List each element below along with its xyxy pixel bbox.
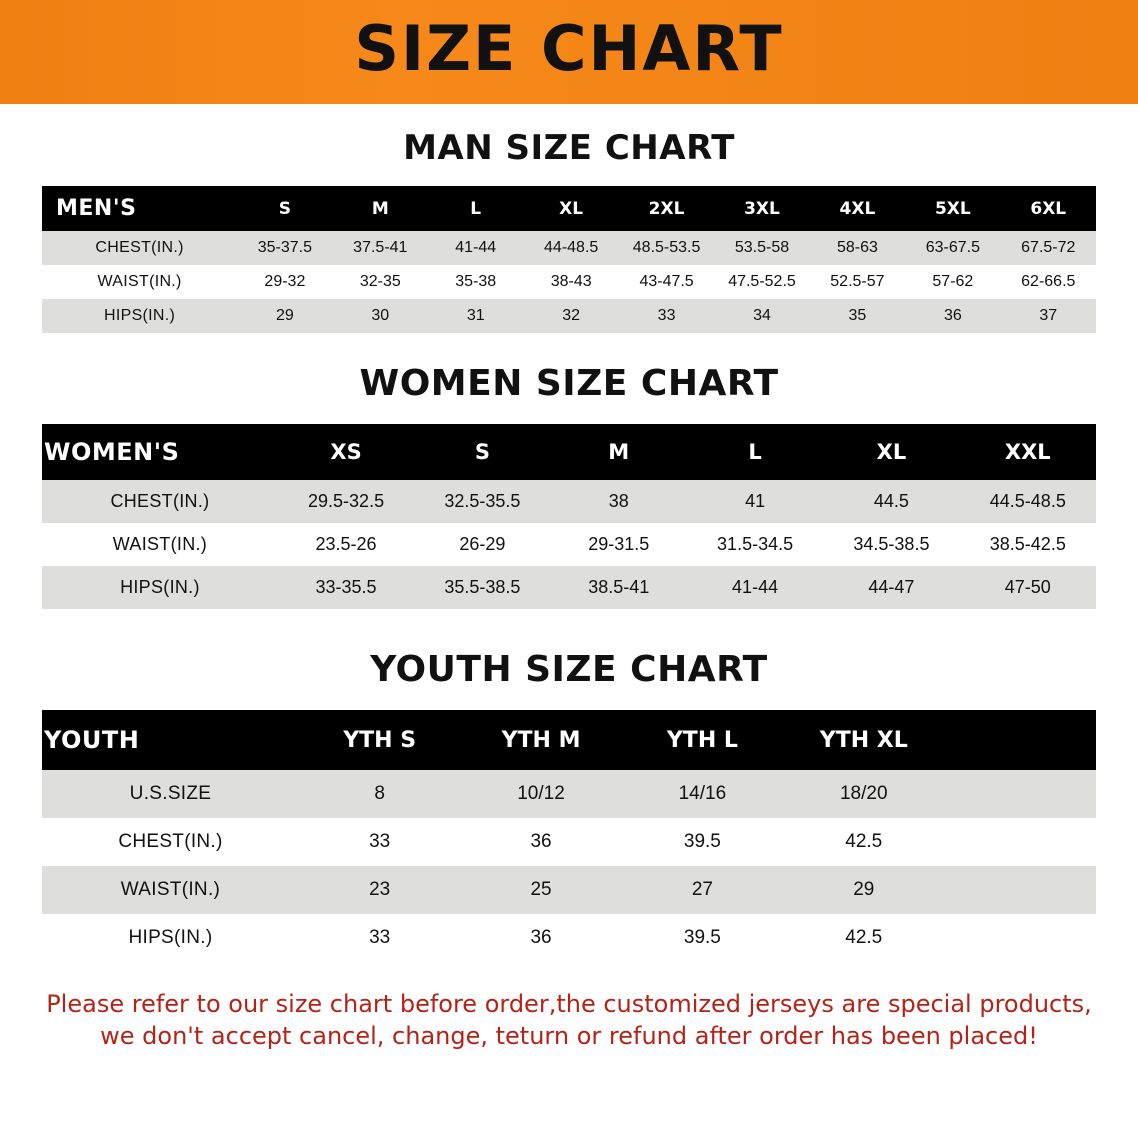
- youth-col-3: YTH XL: [783, 710, 944, 770]
- women-row-header: WOMEN'S: [42, 424, 278, 480]
- youth-table-body: [42, 770, 1096, 962]
- women-r2-c1: 35.5-38.5: [414, 566, 550, 609]
- table-row: [42, 818, 1096, 866]
- women-r2-c4: 44-47: [823, 566, 959, 609]
- man-row-header: MEN'S: [42, 186, 237, 231]
- women-r2-c2: 38.5-41: [551, 566, 687, 609]
- youth-r1-c2: 39.5: [622, 818, 783, 866]
- footer-line-1: Please refer to our size chart before order,the customized jerseys are special products,: [46, 990, 1092, 1018]
- man-col-1: M: [333, 186, 428, 231]
- women-r1-c1: 26-29: [414, 523, 550, 566]
- women-r1-c2: 29-31.5: [551, 523, 687, 566]
- women-row-0-label: CHEST(IN.): [42, 480, 278, 523]
- youth-r2-c2: 27: [622, 866, 783, 914]
- man-r0-c3: 44-48.5: [523, 231, 618, 265]
- man-section-heading: MAN SIZE CHART: [403, 128, 735, 168]
- man-r1-c0: 29-32: [237, 265, 332, 299]
- women-r2-c3: 41-44: [687, 566, 823, 609]
- table-row: [42, 566, 1096, 609]
- table-row: [42, 770, 1096, 818]
- women-size-table: [42, 424, 1096, 609]
- youth-r1-c3: 42.5: [783, 818, 944, 866]
- man-r2-c5: 34: [714, 299, 809, 333]
- women-section-heading: WOMEN SIZE CHART: [359, 363, 779, 404]
- youth-section-heading: YOUTH SIZE CHART: [370, 649, 768, 690]
- man-row-1-label: WAIST(IN.): [42, 265, 237, 299]
- youth-col-0: YTH S: [299, 710, 460, 770]
- man-col-8: 6XL: [1001, 186, 1096, 231]
- women-r2-c5: 47-50: [960, 566, 1096, 609]
- man-table-head: [42, 186, 1096, 231]
- youth-r0-c0: 8: [299, 770, 460, 818]
- youth-row-3-label: HIPS(IN.): [42, 914, 299, 962]
- man-r0-c1: 37.5-41: [333, 231, 428, 265]
- women-r1-c0: 23.5-26: [278, 523, 414, 566]
- man-col-7: 5XL: [905, 186, 1000, 231]
- man-row-0-label: CHEST(IN.): [42, 231, 237, 265]
- youth-size-table: [42, 710, 1096, 962]
- man-r2-c8: 37: [1001, 299, 1096, 333]
- table-row: [42, 480, 1096, 523]
- youth-table-wrapper: [0, 710, 1138, 962]
- youth-r0-c3: 18/20: [783, 770, 944, 818]
- man-header-row: [42, 186, 1096, 231]
- youth-r3-c0: 33: [299, 914, 460, 962]
- man-r1-c1: 32-35: [333, 265, 428, 299]
- women-table-wrapper: [0, 424, 1138, 609]
- youth-r0-spacer: [944, 770, 1096, 818]
- table-row: [42, 866, 1096, 914]
- youth-r1-c0: 33: [299, 818, 460, 866]
- youth-r3-c1: 36: [460, 914, 621, 962]
- youth-r3-spacer: [944, 914, 1096, 962]
- man-r0-c5: 53.5-58: [714, 231, 809, 265]
- man-col-3: XL: [523, 186, 618, 231]
- youth-row-0-label: U.S.SIZE: [42, 770, 299, 818]
- footer-line-2: we don't accept cancel, change, teturn or refund after order has been placed!: [100, 1022, 1038, 1051]
- man-r2-c6: 35: [810, 299, 905, 333]
- man-r2-c0: 29: [237, 299, 332, 333]
- youth-r0-c2: 14/16: [622, 770, 783, 818]
- footer-disclaimer: [40, 988, 1098, 1053]
- table-row: [42, 914, 1096, 962]
- youth-r3-c2: 39.5: [622, 914, 783, 962]
- table-row: [42, 523, 1096, 566]
- women-r2-c0: 33-35.5: [278, 566, 414, 609]
- women-r0-c2: 38: [551, 480, 687, 523]
- man-r0-c8: 67.5-72: [1001, 231, 1096, 265]
- women-col-5: XXL: [960, 424, 1096, 480]
- youth-col-2: YTH L: [622, 710, 783, 770]
- women-r0-c5: 44.5-48.5: [960, 480, 1096, 523]
- women-table-head: [42, 424, 1096, 480]
- youth-col-spacer: [944, 710, 1096, 770]
- women-r1-c5: 38.5-42.5: [960, 523, 1096, 566]
- youth-row-2-label: WAIST(IN.): [42, 866, 299, 914]
- man-r1-c3: 38-43: [523, 265, 618, 299]
- man-table-body: [42, 231, 1096, 333]
- man-r1-c4: 43-47.5: [619, 265, 714, 299]
- youth-r2-spacer: [944, 866, 1096, 914]
- man-r1-c6: 52.5-57: [810, 265, 905, 299]
- table-row: [42, 231, 1096, 265]
- man-r2-c4: 33: [619, 299, 714, 333]
- man-col-5: 3XL: [714, 186, 809, 231]
- man-r0-c6: 58-63: [810, 231, 905, 265]
- man-col-6: 4XL: [810, 186, 905, 231]
- women-col-2: M: [551, 424, 687, 480]
- women-row-1-label: WAIST(IN.): [42, 523, 278, 566]
- youth-r2-c1: 25: [460, 866, 621, 914]
- women-r0-c4: 44.5: [823, 480, 959, 523]
- page-title: SIZE CHART: [354, 12, 784, 85]
- man-r1-c8: 62-66.5: [1001, 265, 1096, 299]
- table-row: [42, 299, 1096, 333]
- youth-header-row: [42, 710, 1096, 770]
- man-r0-c7: 63-67.5: [905, 231, 1000, 265]
- women-r1-c3: 31.5-34.5: [687, 523, 823, 566]
- youth-r1-c1: 36: [460, 818, 621, 866]
- table-row: [42, 265, 1096, 299]
- man-r0-c0: 35-37.5: [237, 231, 332, 265]
- man-r1-c5: 47.5-52.5: [714, 265, 809, 299]
- youth-row-1-label: CHEST(IN.): [42, 818, 299, 866]
- women-table-body: [42, 480, 1096, 609]
- women-r0-c0: 29.5-32.5: [278, 480, 414, 523]
- man-col-4: 2XL: [619, 186, 714, 231]
- youth-r2-c3: 29: [783, 866, 944, 914]
- youth-r3-c3: 42.5: [783, 914, 944, 962]
- women-col-3: L: [687, 424, 823, 480]
- youth-r0-c1: 10/12: [460, 770, 621, 818]
- man-row-2-label: HIPS(IN.): [42, 299, 237, 333]
- women-col-0: XS: [278, 424, 414, 480]
- man-r2-c2: 31: [428, 299, 523, 333]
- women-col-1: S: [414, 424, 550, 480]
- man-r0-c4: 48.5-53.5: [619, 231, 714, 265]
- women-col-4: XL: [823, 424, 959, 480]
- women-r0-c3: 41: [687, 480, 823, 523]
- man-size-table: [42, 186, 1096, 333]
- man-col-2: L: [428, 186, 523, 231]
- youth-row-header: YOUTH: [42, 710, 299, 770]
- header-banner: [0, 0, 1138, 104]
- youth-table-head: [42, 710, 1096, 770]
- women-r1-c4: 34.5-38.5: [823, 523, 959, 566]
- man-table-wrapper: [0, 186, 1138, 333]
- man-r0-c2: 41-44: [428, 231, 523, 265]
- women-header-row: [42, 424, 1096, 480]
- man-r1-c2: 35-38: [428, 265, 523, 299]
- youth-r1-spacer: [944, 818, 1096, 866]
- man-r2-c1: 30: [333, 299, 428, 333]
- man-r2-c7: 36: [905, 299, 1000, 333]
- man-r2-c3: 32: [523, 299, 618, 333]
- youth-r2-c0: 23: [299, 866, 460, 914]
- women-r0-c1: 32.5-35.5: [414, 480, 550, 523]
- women-row-2-label: HIPS(IN.): [42, 566, 278, 609]
- man-col-0: S: [237, 186, 332, 231]
- man-r1-c7: 57-62: [905, 265, 1000, 299]
- youth-col-1: YTH M: [460, 710, 621, 770]
